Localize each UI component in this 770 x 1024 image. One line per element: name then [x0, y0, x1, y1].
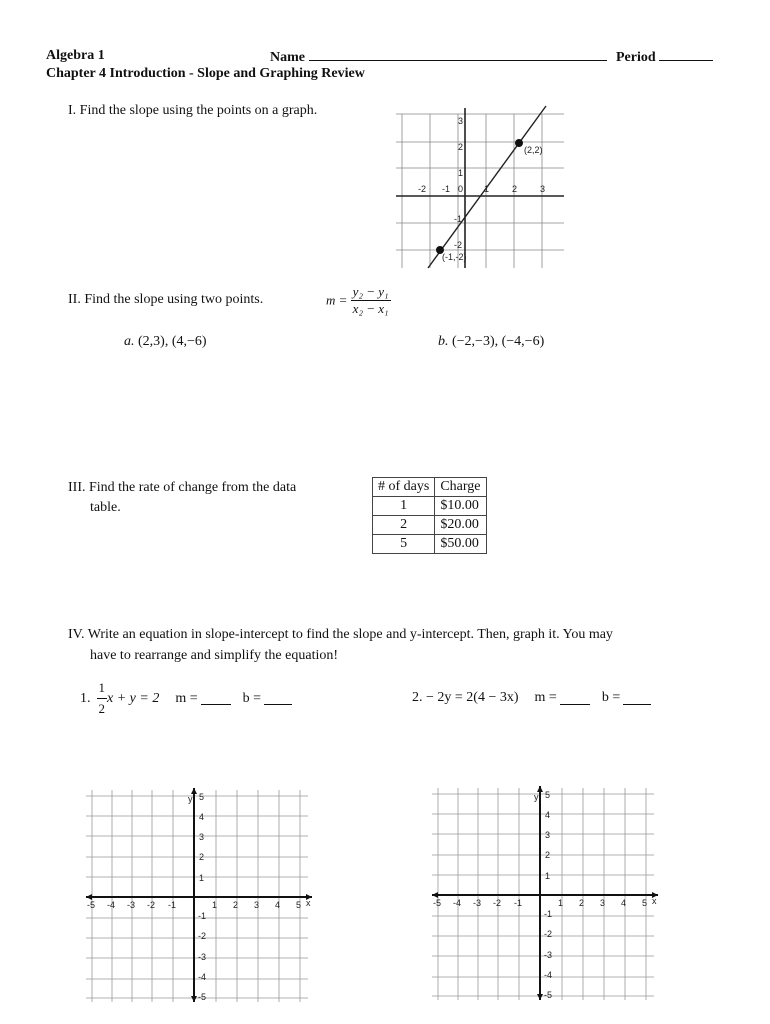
course-title: Algebra 1: [46, 48, 105, 63]
period-line: [659, 48, 713, 61]
problem-4-2: [412, 688, 651, 708]
section1-instruction: I. Find the slope using the points on a graph.: [68, 103, 318, 118]
name-field[interactable]: [270, 48, 607, 66]
table-row: [373, 535, 487, 554]
y-tick: -1: [198, 911, 207, 921]
b-label: b =: [242, 690, 262, 706]
x-tick: 5: [296, 900, 302, 910]
y-tick: -2: [198, 931, 207, 941]
x-tick: 3: [600, 898, 606, 908]
x-tick: 5: [642, 898, 648, 908]
point-b-label: (-1,-2): [442, 252, 467, 262]
x-tick: -4: [107, 900, 116, 910]
table-header: # of days: [373, 478, 435, 497]
coordinate-grid-2[interactable]: [430, 784, 662, 1002]
problem-2a-points: (2,3), (4,−6): [138, 334, 207, 349]
y-tick: 3: [199, 832, 205, 842]
x-tick: 3: [254, 900, 260, 910]
y-axis-arrow-icon: [191, 996, 197, 1002]
x-tick: 1: [212, 900, 218, 910]
problem-4-1-fraction: [97, 678, 108, 719]
x-tick: 2: [512, 184, 518, 194]
y-tick: 2: [458, 142, 464, 152]
problem-4-1-equation: x + y = 2: [107, 690, 160, 706]
y-axis-label: y: [188, 794, 193, 804]
b-answer-line[interactable]: [623, 692, 651, 705]
point-a-label: (2,2): [524, 145, 543, 155]
x-tick: 4: [621, 898, 627, 908]
y-tick: 3: [545, 830, 551, 840]
section3-instruction-cont: table.: [90, 500, 121, 515]
y-tick: 2: [545, 850, 551, 860]
problem-4-2-equation: 2. − 2y = 2(4 − 3x): [412, 690, 519, 705]
problem-2b-points: (−2,−3), (−4,−6): [452, 334, 545, 349]
x-tick: 3: [540, 184, 546, 194]
m-answer-line[interactable]: [201, 692, 231, 705]
slope-formula: [326, 284, 391, 317]
problem-2a: [124, 332, 207, 352]
rate-table: [372, 477, 487, 554]
x-axis-label: x: [306, 898, 311, 908]
x-tick: -2: [418, 184, 427, 194]
m-label: m =: [175, 690, 198, 706]
table-row: [373, 497, 487, 516]
section1-graph: [392, 102, 568, 270]
m-answer-line[interactable]: [560, 692, 590, 705]
table-cell: 1: [373, 497, 435, 516]
y-tick: 3: [458, 116, 464, 126]
x-tick: 1: [558, 898, 564, 908]
y-tick: -4: [544, 970, 553, 980]
period-field[interactable]: [616, 48, 713, 66]
y-tick: -1: [454, 214, 463, 224]
coordinate-grid-1[interactable]: [84, 786, 316, 1004]
table-header: Charge: [435, 478, 486, 497]
table-header-row: [373, 478, 487, 497]
problem-2b-label: b.: [438, 334, 449, 349]
problem-2a-label: a.: [124, 334, 135, 349]
y-tick: -1: [544, 909, 553, 919]
y-tick: 1: [545, 871, 551, 881]
fraction-denominator: 2: [98, 701, 105, 716]
y-tick: 1: [458, 168, 464, 178]
x-tick: -1: [168, 900, 177, 910]
x-tick: -2: [493, 898, 502, 908]
y-axis-arrow-icon: [537, 994, 543, 1000]
x-tick: -1: [442, 184, 451, 194]
table-cell: $10.00: [435, 497, 486, 516]
y-tick: 1: [199, 873, 205, 883]
table-row: [373, 516, 487, 535]
table-cell: 5: [373, 535, 435, 554]
x-tick: -3: [127, 900, 136, 910]
x-tick: -4: [453, 898, 462, 908]
section4-instruction: IV. Write an equation in slope-intercept to find the slope and y-intercept. Then, graph it. You may: [68, 627, 613, 642]
x-tick: 2: [579, 898, 585, 908]
x-tick: -5: [433, 898, 442, 908]
y-tick: 4: [199, 812, 205, 822]
y-tick: -4: [198, 972, 207, 982]
y-tick: 5: [199, 792, 205, 802]
table-cell: $50.00: [435, 535, 486, 554]
y-tick: 4: [545, 810, 551, 820]
formula-fraction: [351, 284, 391, 317]
x-tick: -1: [514, 898, 523, 908]
table-cell: 2: [373, 516, 435, 535]
point-a-dot: [515, 139, 523, 147]
y-tick: -5: [544, 990, 553, 1000]
page-subtitle: Chapter 4 Introduction - Slope and Graphing Review: [46, 66, 365, 81]
name-label: Name: [270, 50, 305, 65]
x-tick: 0: [458, 184, 464, 194]
y-tick: -2: [454, 240, 463, 250]
x-axis-label: x: [652, 896, 657, 906]
section4-instruction-cont: have to rearrange and simplify the equation!: [90, 648, 339, 663]
x-tick: -5: [87, 900, 96, 910]
period-label: Period: [616, 50, 656, 65]
x-tick: -2: [147, 900, 156, 910]
m-label: m =: [534, 690, 557, 705]
table-cell: $20.00: [435, 516, 486, 535]
y-tick: -2: [544, 929, 553, 939]
x-tick: 4: [275, 900, 281, 910]
x-tick: -3: [473, 898, 482, 908]
y-tick: 5: [545, 790, 551, 800]
fraction-numerator: 1: [97, 678, 108, 699]
y-tick: -5: [198, 992, 207, 1002]
problem-4-1: [80, 678, 292, 719]
y-tick: -3: [544, 950, 553, 960]
section2-instruction: II. Find the slope using two points.: [68, 292, 264, 307]
problem-2b: [438, 332, 544, 352]
y-tick: 2: [199, 852, 205, 862]
x-tick: 2: [233, 900, 239, 910]
formula-denominator: x₂ − x₁: [352, 301, 389, 316]
problem-4-1-number: 1.: [80, 690, 91, 706]
formula-numerator: y₂ − y₁: [352, 284, 389, 299]
b-answer-line[interactable]: [264, 692, 292, 705]
y-tick: -3: [198, 952, 207, 962]
formula-m: m =: [326, 292, 348, 308]
b-label: b =: [601, 690, 621, 705]
name-line: [309, 48, 607, 61]
x-tick: 1: [484, 184, 490, 194]
y-axis-label: y: [534, 792, 539, 802]
section3-instruction: III. Find the rate of change from the data: [68, 480, 297, 495]
